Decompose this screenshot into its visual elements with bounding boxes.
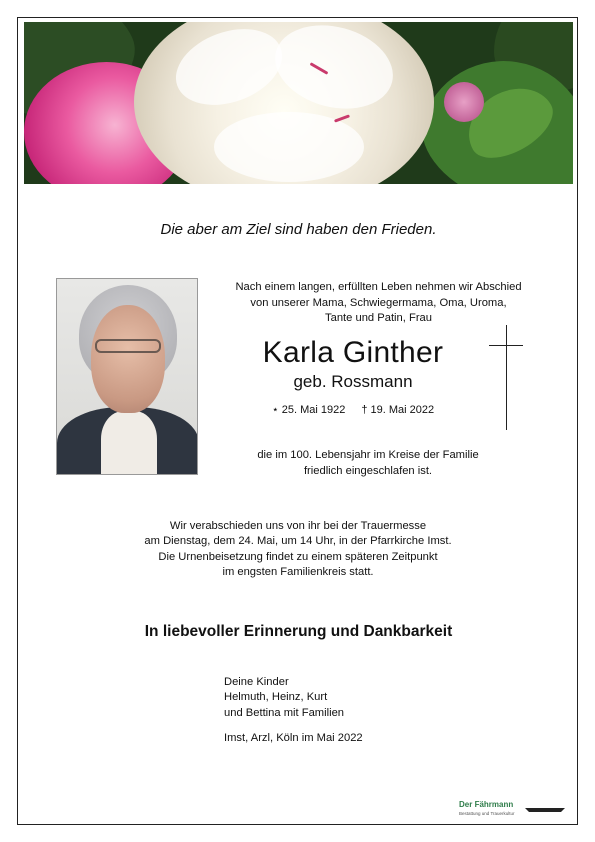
service-line: am Dienstag, dem 24. Mai, um 14 Uhr, in der Pfarrkirche Imst. xyxy=(144,535,452,548)
life-dates xyxy=(208,403,498,416)
family-signature xyxy=(224,675,524,721)
flower-banner-image xyxy=(24,22,573,184)
service-text xyxy=(98,519,498,581)
intro-text xyxy=(198,280,559,327)
passing-line: friedlich eingeschlafen ist. xyxy=(303,464,433,477)
funeral-home-logo xyxy=(459,800,569,822)
petal-shape xyxy=(214,112,364,182)
place-date: Imst, Arzl, Köln im Mai 2022 xyxy=(224,732,363,744)
birth-date: ⋆ 25. Mai 1922 xyxy=(271,404,346,416)
passing-line: die im 100. Lebensjahr im Kreise der Familie xyxy=(257,449,479,461)
bible-verse: Die aber am Ziel sind haben den Frieden. xyxy=(160,221,437,238)
portrait-glasses xyxy=(95,339,161,353)
obituary-card xyxy=(17,17,578,825)
intro-line: Nach einem langen, erfüllten Leben nehmen wir Abschied xyxy=(235,281,522,293)
portrait-face xyxy=(91,305,165,413)
service-line: im engsten Familienkreis statt. xyxy=(222,566,374,579)
cross-icon xyxy=(489,325,523,430)
service-line: Die Urnenbeisetzung findet zu einem späteren Zeitpunkt xyxy=(158,550,438,563)
maiden-name: geb. Rossmann xyxy=(293,372,413,391)
family-line: Deine Kinder xyxy=(224,676,289,688)
logo-tagline: Bestattung und Trauerkultur xyxy=(459,811,515,816)
intro-line: von unserer Mama, Schwiegermama, Oma, Uroma, xyxy=(250,296,507,309)
portrait-photo xyxy=(56,278,198,475)
family-line: Helmuth, Heinz, Kurt xyxy=(224,691,328,704)
intro-line: Tante und Patin, Frau xyxy=(325,312,432,325)
passing-text xyxy=(218,448,518,479)
logo-brand: Der Fährmann xyxy=(459,800,514,809)
portrait-shirt xyxy=(101,411,157,475)
closing-heading: In liebevoller Erinnerung und Dankbarkeit xyxy=(144,623,453,640)
family-line: und Bettina mit Familien xyxy=(224,706,345,719)
pink-blossom-shape xyxy=(444,82,484,122)
death-date: † 19. Mai 2022 xyxy=(361,404,435,416)
service-line: Wir verabschieden uns von ihr bei der Trauermesse xyxy=(169,520,427,532)
deceased-name: Karla Ginther xyxy=(262,336,444,369)
boat-icon xyxy=(525,807,565,813)
